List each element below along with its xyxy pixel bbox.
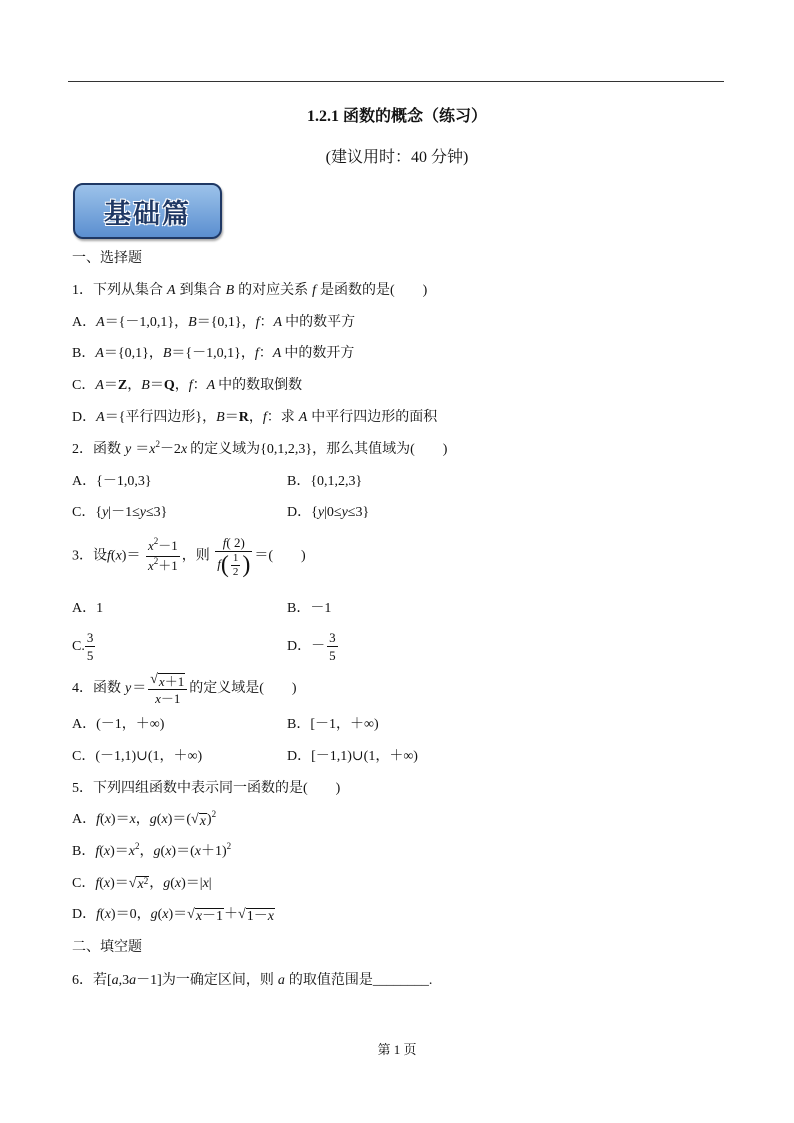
text-run: ( [99, 844, 104, 859]
math-var: f [217, 556, 221, 572]
fraction [231, 552, 241, 579]
math-set: Z [117, 378, 128, 393]
question-1-option-c [72, 377, 302, 395]
math-var: A [95, 346, 104, 361]
math-var: f [107, 548, 111, 564]
text-run: ≤3} [146, 505, 168, 520]
math-var: y [125, 681, 132, 696]
text-run: ＝{－1,0,1}， [171, 346, 255, 361]
math-var: x [137, 877, 144, 892]
math-var: x [162, 907, 169, 922]
math-var: A [167, 283, 176, 298]
question-2-option-d [287, 504, 369, 522]
text-run: D． [72, 907, 97, 922]
question-3-option-d [287, 629, 340, 665]
fraction-numerator [146, 537, 180, 557]
text-run: D． [72, 410, 97, 425]
question-3-option-c [72, 629, 97, 665]
question-2-stem [72, 441, 447, 459]
math-var: f [254, 346, 259, 361]
answer-blank: ________ [372, 973, 429, 988]
text-run: ( 2) [226, 535, 245, 550]
superscript: 2 [226, 841, 232, 851]
math-var: A [96, 410, 105, 425]
question-5-option-d [72, 906, 275, 924]
question-4-option-d: D．[－1,1)∪(1，＋∞) [287, 749, 418, 764]
text-run: ， [127, 378, 142, 393]
square-root [191, 811, 207, 829]
fraction-denominator: 5 [329, 648, 336, 664]
text-run: |－1≤ [108, 505, 140, 520]
text-run: )＝ [121, 548, 141, 564]
radicand [136, 876, 149, 893]
math-var: x [103, 844, 111, 859]
page-subtitle: (建议用时：40 分钟) [325, 149, 469, 166]
math-var: y [125, 442, 132, 457]
radicand [195, 908, 224, 924]
text-run: ,3 [118, 973, 130, 988]
math-var: f [95, 876, 100, 891]
section-heading-fill: 二、填空题 [72, 940, 142, 955]
fraction-numerator [148, 670, 187, 690]
text-run: 的对应关系 [238, 283, 309, 298]
fraction-denominator: 5 [86, 648, 94, 664]
text-run: C． [72, 876, 96, 891]
text-run: ＝ [132, 681, 147, 696]
text-run: . [428, 973, 433, 988]
text-run: )＝ [110, 812, 130, 827]
page-number: 第 1 页 [377, 1042, 417, 1057]
square-root [238, 906, 275, 924]
math-var: f [255, 315, 260, 330]
math-var: B [216, 410, 225, 425]
question-2-option-b: B．{0,1,2,3} [287, 474, 363, 489]
text-run: C． [72, 378, 96, 393]
question-5-stem: 5．下列四组函数中表示同一函数的是( ) [72, 781, 341, 796]
radicand [246, 908, 275, 924]
superscript: 2 [153, 556, 159, 566]
text-run: ( [110, 548, 116, 564]
text-run: ＝{－1,0,1}， [104, 315, 189, 330]
math-var: a [277, 973, 285, 988]
text-run: ， [174, 378, 189, 393]
math-var: a [129, 973, 137, 988]
math-var: f [262, 410, 267, 425]
text-run: 中的数取倒数 [218, 378, 303, 393]
math-var: g [150, 907, 158, 922]
math-var: x [104, 812, 111, 827]
square-root [150, 671, 185, 689]
superscript: 2 [143, 876, 149, 886]
math-var: y [102, 505, 109, 520]
text-run: )＝( [171, 844, 195, 859]
math-var: x [161, 812, 168, 827]
text-run: 中的数开方 [284, 346, 355, 361]
text-run: 的取值范围是 [288, 973, 373, 988]
header-rule [68, 81, 724, 82]
text-run: ＝ [103, 378, 118, 393]
math-var: y [341, 505, 348, 520]
question-2-option-c [72, 504, 167, 522]
math-var: a [111, 973, 119, 988]
superscript: 2 [135, 841, 140, 851]
question-6-stem [72, 972, 432, 990]
math-var: x [115, 548, 122, 564]
math-var: y [139, 505, 146, 520]
text-run: 中平行四边形的面积 [311, 410, 438, 425]
superscript: 2 [153, 536, 159, 546]
text-run: ＝{平行四边形}， [104, 410, 217, 425]
superscript: 2 [211, 809, 217, 819]
math-var: f [96, 812, 101, 827]
math-var: x [195, 909, 203, 924]
math-var: x [267, 909, 274, 924]
text-run: B． [72, 844, 96, 859]
text-run: ＝ [135, 442, 150, 457]
question-3-option-a: A．1 [72, 601, 104, 616]
text-run: )＝( [167, 812, 192, 827]
fraction-denominator [215, 552, 252, 579]
text-run: B． [72, 346, 96, 361]
math-var: x [149, 442, 156, 457]
text-run: 是函数的是( ) [320, 283, 428, 298]
text-run: 的定义域是( ) [189, 681, 297, 696]
math-var: A [95, 378, 104, 393]
section-heading-choice: 一、选择题 [72, 251, 142, 266]
math-var: A [298, 410, 308, 425]
fraction [327, 629, 338, 664]
math-var: x [158, 674, 165, 690]
text-run: )＝ [168, 907, 188, 922]
text-run: ， [135, 812, 150, 827]
math-var: B [162, 346, 172, 361]
badge-label: 基础篇 [104, 198, 191, 230]
square-root [187, 906, 224, 924]
math-var: B [225, 283, 235, 298]
text-run: ， [149, 876, 164, 891]
text-run: ＋1 [164, 674, 185, 690]
math-var: B [188, 315, 197, 330]
math-var: A [206, 378, 216, 393]
fraction-numerator: 3 [86, 630, 94, 646]
question-5-option-c [72, 875, 212, 893]
math-var: f [222, 535, 227, 550]
math-var: x [180, 442, 188, 457]
text-run: ) [206, 812, 212, 827]
fraction-numerator: 1 [232, 552, 239, 564]
math-var: f [96, 907, 101, 922]
superscript: 2 [155, 439, 160, 449]
text-run: )＝ [110, 876, 129, 891]
math-set: R [238, 410, 249, 425]
fraction-denominator: 2 [232, 566, 239, 578]
question-4-option-a: A．(－1，＋∞) [72, 717, 165, 732]
math-set: Q [163, 378, 175, 393]
question-1-stem [72, 282, 427, 300]
question-5-option-a [72, 811, 216, 829]
text-run: ＋ [224, 907, 239, 922]
text-run: | [208, 876, 212, 891]
fraction [148, 670, 187, 707]
question-3-option-b: B．－1 [287, 601, 332, 616]
paren: ) [242, 552, 251, 578]
math-var: x [103, 876, 111, 891]
text-run: )＝ [110, 844, 129, 859]
math-var: x [128, 844, 136, 859]
text-run: ≤3} [347, 505, 370, 520]
question-1-option-d [72, 409, 437, 427]
fraction-numerator: 3 [329, 630, 336, 646]
section-badge [73, 183, 222, 239]
math-var: g [149, 812, 157, 827]
text-run: －1 [158, 538, 178, 553]
text-run: ，则 [181, 548, 210, 564]
text-run: ， [248, 410, 263, 425]
math-var: x [147, 538, 154, 553]
text-run: －2 [159, 442, 181, 457]
math-var: B [141, 378, 150, 393]
fraction-numerator [215, 534, 252, 552]
text-run: －1 [202, 909, 224, 924]
text-run: 的定义域为{0,1,2,3}，那么其值域为( ) [190, 442, 448, 457]
text-run: ( [99, 876, 104, 891]
text-run: ： [259, 315, 274, 330]
math-var: g [163, 876, 171, 891]
question-4-option-c: C．(－1,1)∪(1，＋∞) [72, 749, 203, 764]
math-var: f [188, 378, 193, 393]
fraction [85, 629, 96, 664]
fraction-denominator [148, 690, 187, 707]
text-run: 1．下列从集合 [72, 283, 163, 298]
text-run: ＝ [224, 410, 239, 425]
text-run: D．－ [287, 639, 326, 654]
text-run: 到集合 [179, 283, 222, 298]
text-run: C. [72, 639, 85, 654]
text-run: ( [157, 907, 163, 922]
text-run: ( [156, 812, 162, 827]
text-run: )＝0， [110, 907, 151, 922]
text-run: ＋1 [158, 558, 178, 573]
text-run: －1]为一确定区间，则 [136, 973, 274, 988]
radicand [199, 813, 207, 829]
fraction [215, 534, 252, 579]
text-run: A． [72, 315, 97, 330]
text-run: ( [100, 907, 105, 922]
text-run: ＝{0,1}， [103, 346, 163, 361]
question-2-option-a: A．{－1,0,3} [72, 474, 152, 489]
question-1-option-a [72, 314, 355, 332]
text-run: ： [258, 346, 273, 361]
text-run: ( [100, 812, 105, 827]
text-run: 中的数平方 [285, 315, 356, 330]
math-var: f [312, 283, 317, 298]
text-run: D．{ [287, 505, 318, 520]
text-run: 2．函数 [72, 442, 121, 457]
radicand [158, 673, 185, 689]
text-run: ＝ [149, 378, 164, 393]
math-var: x [147, 558, 154, 573]
question-4-stem [72, 670, 297, 708]
text-run: |0≤ [324, 505, 342, 520]
text-run: 6．若[ [72, 973, 112, 988]
paren: ( [220, 552, 229, 578]
page-title: 1.2.1 函数的概念（练习） [306, 108, 487, 125]
text-run: ＋1) [200, 844, 227, 859]
math-var: y [317, 505, 325, 520]
question-4-option-b: B．[－1，＋∞) [287, 717, 379, 732]
text-run: A． [72, 812, 97, 827]
text-run: ：求 [266, 410, 295, 425]
square-root [129, 875, 149, 893]
text-run: ＝( ) [254, 548, 306, 564]
math-var: f [95, 844, 100, 859]
math-var: x [174, 876, 182, 891]
question-3-stem [72, 534, 306, 579]
math-var: x [104, 907, 111, 922]
fraction [146, 537, 180, 576]
text-run: ( [170, 876, 175, 891]
math-var: x [194, 844, 201, 859]
text-run: )＝| [181, 876, 203, 891]
math-var: g [153, 844, 161, 859]
math-var: x [129, 812, 136, 827]
question-1-option-b [72, 345, 354, 363]
text-run: 1－ [246, 909, 268, 924]
text-run: 3．设 [72, 548, 107, 564]
math-var: x [202, 876, 209, 891]
text-run: 4．函数 [72, 681, 121, 696]
math-var: A [272, 346, 282, 361]
math-var: A [273, 315, 283, 330]
math-var: x [199, 814, 206, 829]
question-5-option-b [72, 843, 231, 861]
text-run: ， [139, 844, 154, 859]
text-run: ＝{0,1}， [196, 315, 256, 330]
text-run: C．{ [72, 505, 103, 520]
math-var: A [96, 315, 105, 330]
text-run: ： [192, 378, 207, 393]
text-run: ( [160, 844, 166, 859]
math-var: x [165, 844, 172, 859]
math-var: x [155, 691, 161, 707]
text-run: －1 [160, 691, 181, 707]
fraction-denominator [146, 557, 180, 576]
